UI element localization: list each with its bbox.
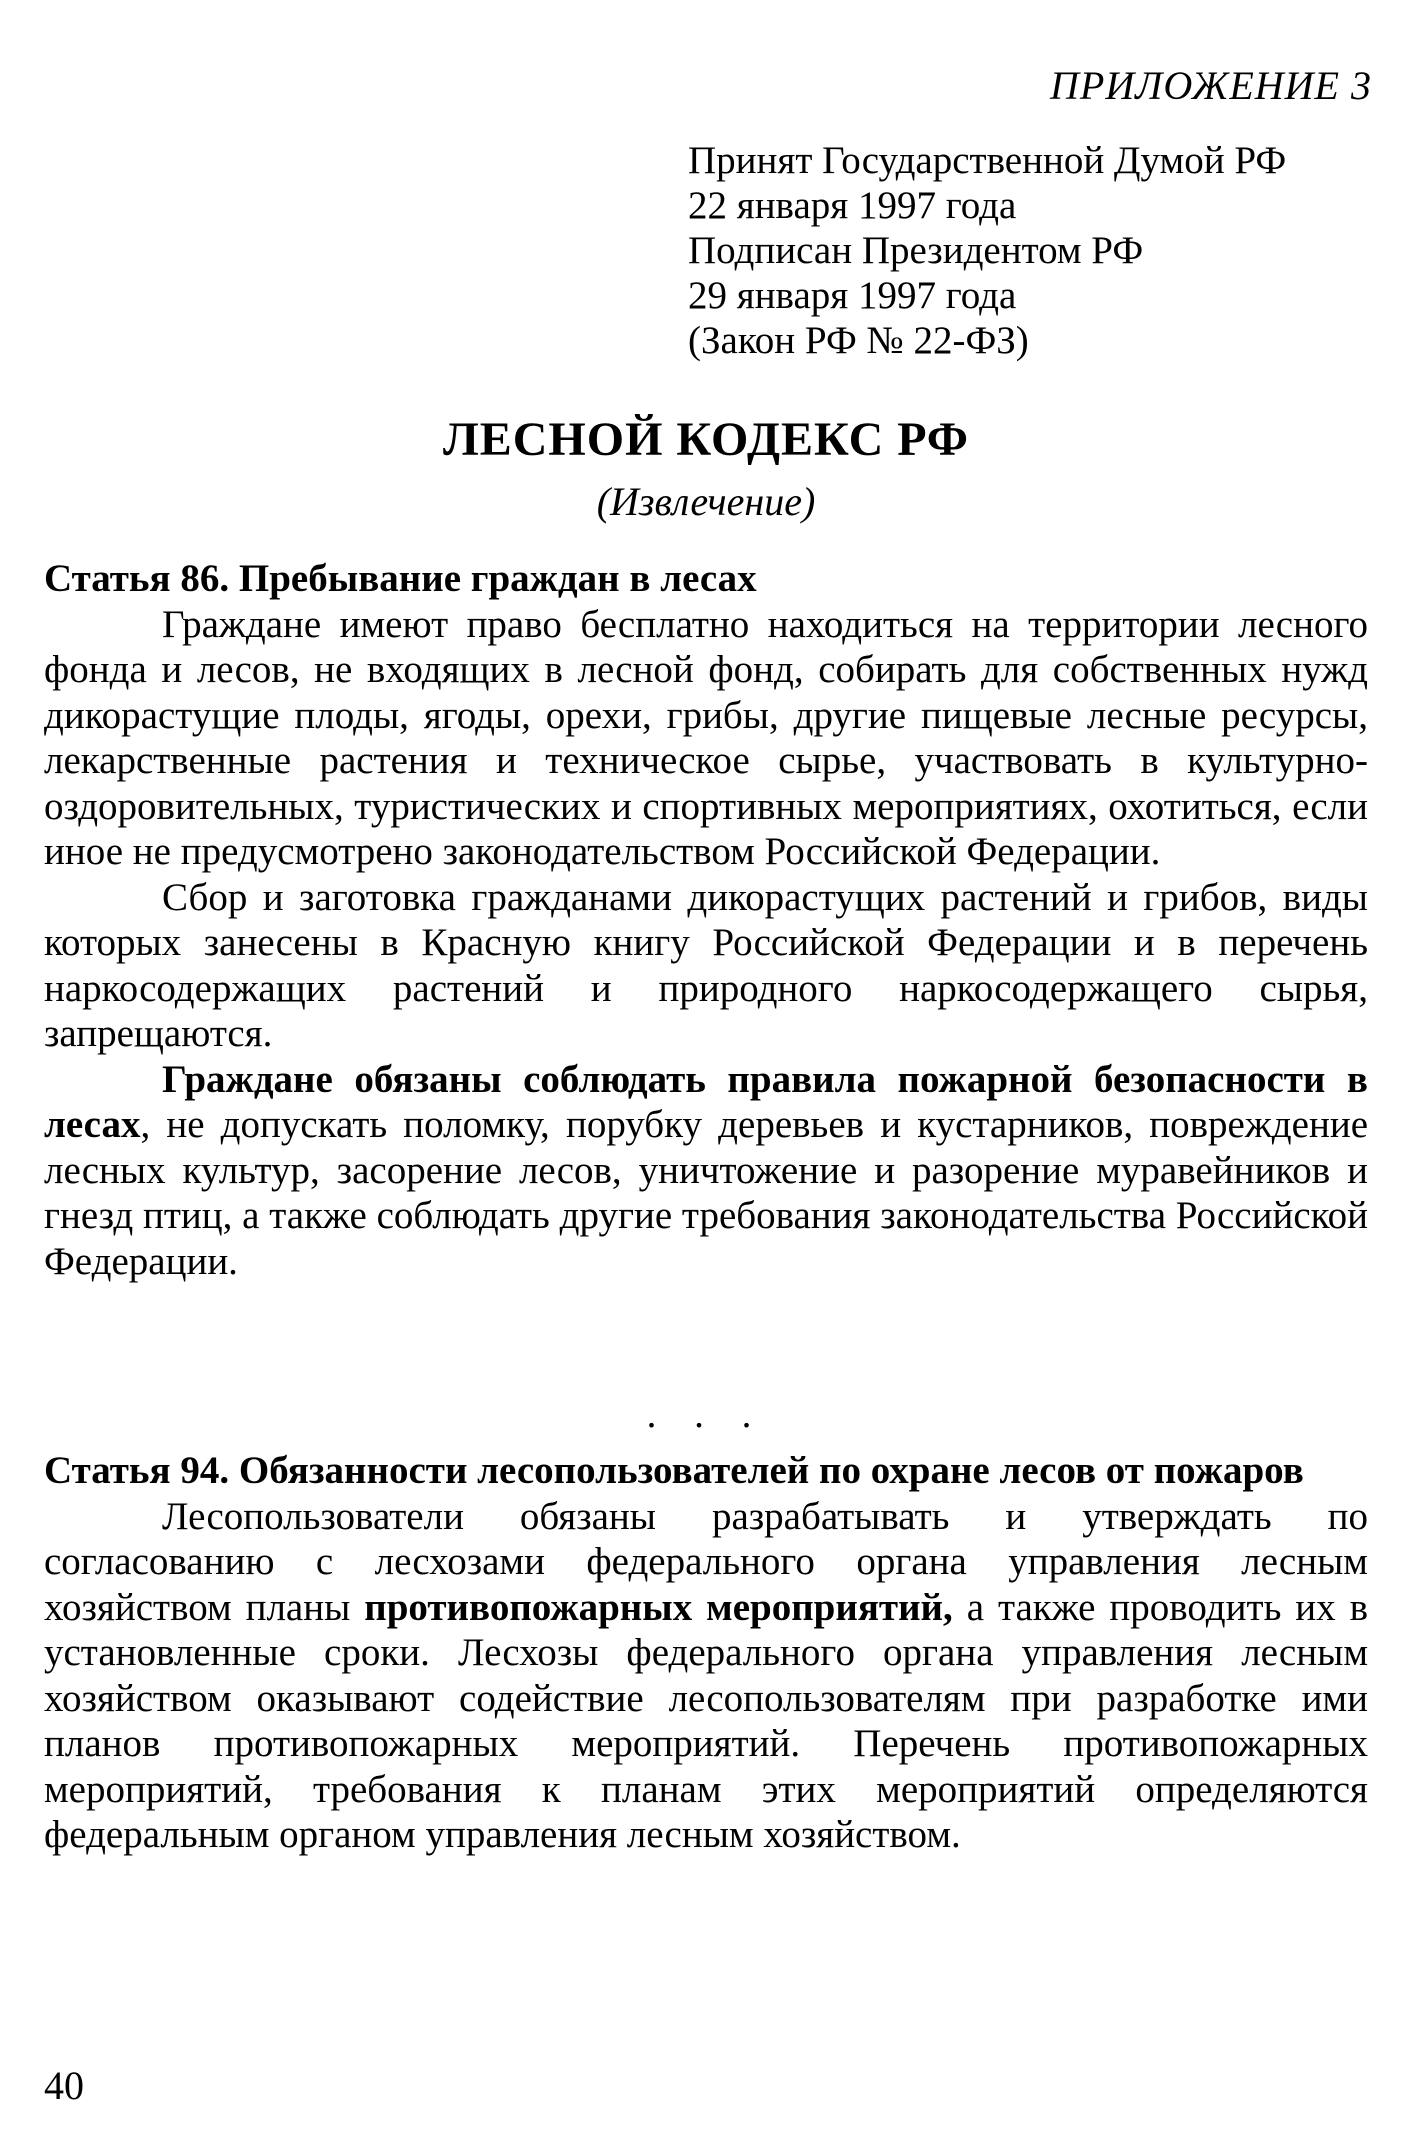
document-subtitle: (Извлечение): [596, 479, 816, 524]
article-94-heading: Статья 94. Обязанности лесопользователей по охране лесов от пожаров: [44, 1449, 1304, 1492]
adoption-line: (Закон РФ № 22-ФЗ): [688, 319, 1029, 362]
fire-safety-emphasis: Граждане обязаны соблюдать правила пожарной безопасности в лесах: [44, 1057, 1368, 1146]
appendix-label: ПРИЛОЖЕНИЕ 3: [1050, 63, 1372, 108]
article-94-text-end: а также проводить их в установленные сроки. Лесхозы федерального органа управления лесным хозяйством оказывают содействие лесопользователям при разработке ими планов противопожарных мероприятий. Перечень противопожарных мероприятий, требования к планам этих мероприятий определяются федеральным органом управления лесным хозяйством.: [44, 1585, 1368, 1856]
article-86-paragraph-3: [44, 1057, 1368, 1285]
adoption-line: Подписан Президентом РФ: [688, 229, 1144, 272]
document-title: ЛЕСНОЙ КОДЕКС РФ: [442, 413, 970, 466]
article-94-text-start: Лесопользователи обязаны разрабатывать и утверждать по согласованию с лесхозами федерального органа управления лесным хозяйством планы: [44, 1494, 1368, 1629]
article-94-paragraph-1: [44, 1494, 1368, 1858]
adoption-line: Принят Государственной Думой РФ: [688, 139, 1287, 182]
adoption-info: [688, 138, 1388, 363]
article-86-heading: Статья 86. Пребывание граждан в лесах: [44, 557, 757, 600]
article-86: [44, 556, 1368, 1284]
article-86-paragraph-1: Граждане имеют право бесплатно находиться на территории лесного фонда и лесов, не входящих в лесной фонд, собирать для собственных нужд дикорастущие плоды, ягоды, орехи, грибы, другие пищевые лесные ресурсы, лекарственные растения и техническое сырье, участвовать в культурно-оздоровительных, туристических и спортивных мероприятиях, охотиться, если иное не предусмотрено законодательством Российской Федерации.: [44, 602, 1368, 873]
article-86-paragraph-3-text: , не допускать поломку, порубку деревьев и кустарников, повреждение лесных культур, засорение лесов, уничтожение и разорение муравейников и гнезд птиц, а также соблюдать другие требования законодательства Российской Федерации.: [44, 1103, 1368, 1283]
adoption-line: 22 января 1997 года: [688, 184, 1017, 227]
page-number: 40: [44, 2063, 84, 2108]
section-separator: . . .: [646, 1393, 766, 1436]
article-86-paragraph-2: Сбор и заготовка гражданами дикорастущих растений и грибов, виды которых занесены в Красную книгу Российской Федерации и в перечень наркосодержащих растений и природного наркосодержащего сырья, запрещаются.: [44, 875, 1368, 1055]
adoption-line: 29 января 1997 года: [688, 274, 1017, 317]
article-94: [44, 1448, 1368, 1858]
fire-prevention-emphasis: противопожарных мероприятий,: [364, 1585, 953, 1629]
